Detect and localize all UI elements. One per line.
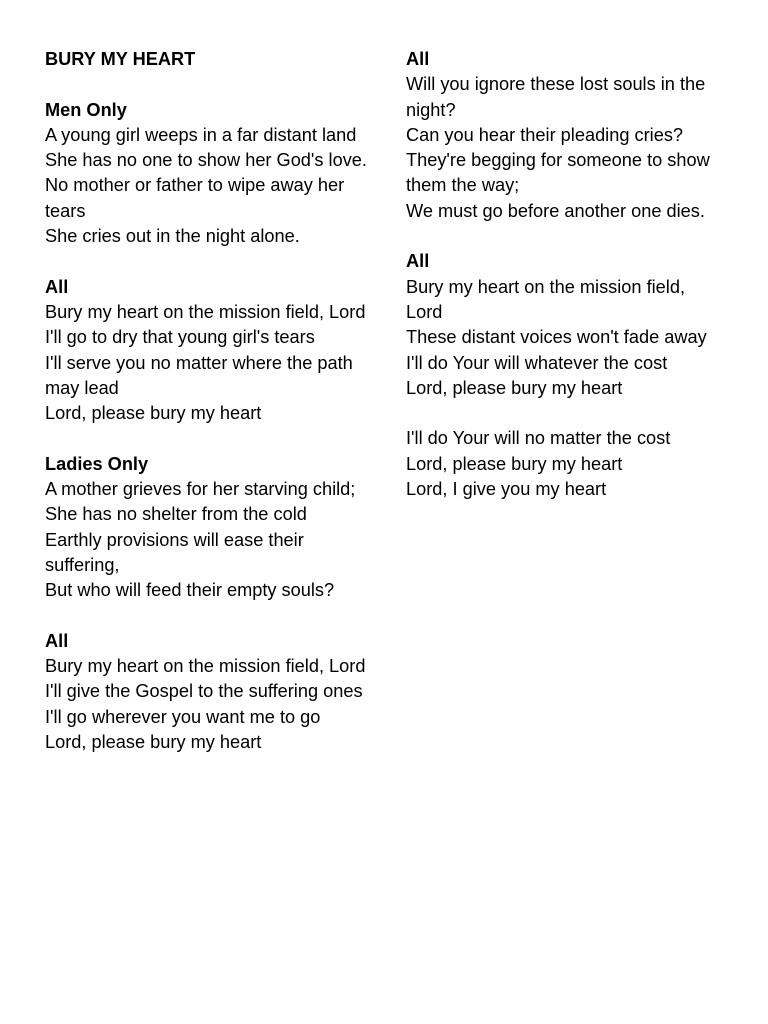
ending: [406, 426, 726, 502]
section-heading: Ladies Only: [45, 453, 149, 474]
section-heading: All: [45, 630, 69, 651]
bridge-all: [406, 47, 726, 224]
lyric-line: A mother grieves for her starving child;: [45, 479, 356, 500]
chorus-all-1: [45, 275, 370, 427]
lyric-line: Earthly provisions will ease their suffering,: [45, 529, 304, 575]
chorus-all-2: [45, 629, 370, 755]
left-column: [45, 47, 370, 781]
lyric-line: I'll go wherever you want me to go: [45, 706, 321, 727]
verse-ladies-only: [45, 452, 370, 604]
lyric-line: Lord, please bury my heart: [45, 403, 262, 424]
lyric-line: Lord, please bury my heart: [406, 453, 623, 474]
lyric-line: No mother or father to wipe away her tears: [45, 175, 345, 221]
lyric-line: I'll serve you no matter where the path may lead: [45, 352, 353, 398]
lyric-line: But who will feed their empty souls?: [45, 580, 335, 601]
section-heading: Men Only: [45, 99, 127, 120]
lyric-line: I'll give the Gospel to the suffering ones: [45, 681, 363, 702]
lyric-line: I'll do Your will no matter the cost: [406, 428, 671, 449]
lyric-line: She cries out in the night alone.: [45, 226, 300, 247]
lyric-line: Lord, I give you my heart: [406, 479, 607, 500]
section-heading: All: [45, 276, 69, 297]
lyric-line: Bury my heart on the mission field, Lord: [45, 301, 366, 322]
section-heading: All: [406, 49, 430, 69]
song-title: BURY MY HEART: [45, 49, 196, 69]
lyric-line: We must go before another one dies.: [406, 200, 705, 221]
lyric-line: Bury my heart on the mission field, Lord: [45, 656, 366, 677]
lyric-line: I'll go to dry that young girl's tears: [45, 327, 315, 348]
lyric-line: She has no one to show her God's love.: [45, 150, 367, 171]
lyric-line: Will you ignore these lost souls in the night?: [406, 74, 706, 120]
lyric-line: Bury my heart on the mission field, Lord: [406, 276, 685, 322]
right-column: [406, 47, 726, 528]
lyric-line: Lord, please bury my heart: [406, 377, 623, 398]
lyric-line: Can you hear their pleading cries?: [406, 124, 684, 145]
lyric-line: I'll do Your will whatever the cost: [406, 352, 668, 373]
lyric-line: They're begging for someone to show them the way;: [406, 150, 710, 196]
lyric-line: These distant voices won't fade away: [406, 327, 707, 348]
chorus-all-3: [406, 249, 726, 401]
lyric-line: She has no shelter from the cold: [45, 504, 307, 525]
lyric-line: Lord, please bury my heart: [45, 732, 262, 753]
verse-men-only: [45, 98, 370, 250]
section-heading: All: [406, 251, 430, 272]
lyric-line: A young girl weeps in a far distant land: [45, 124, 357, 145]
